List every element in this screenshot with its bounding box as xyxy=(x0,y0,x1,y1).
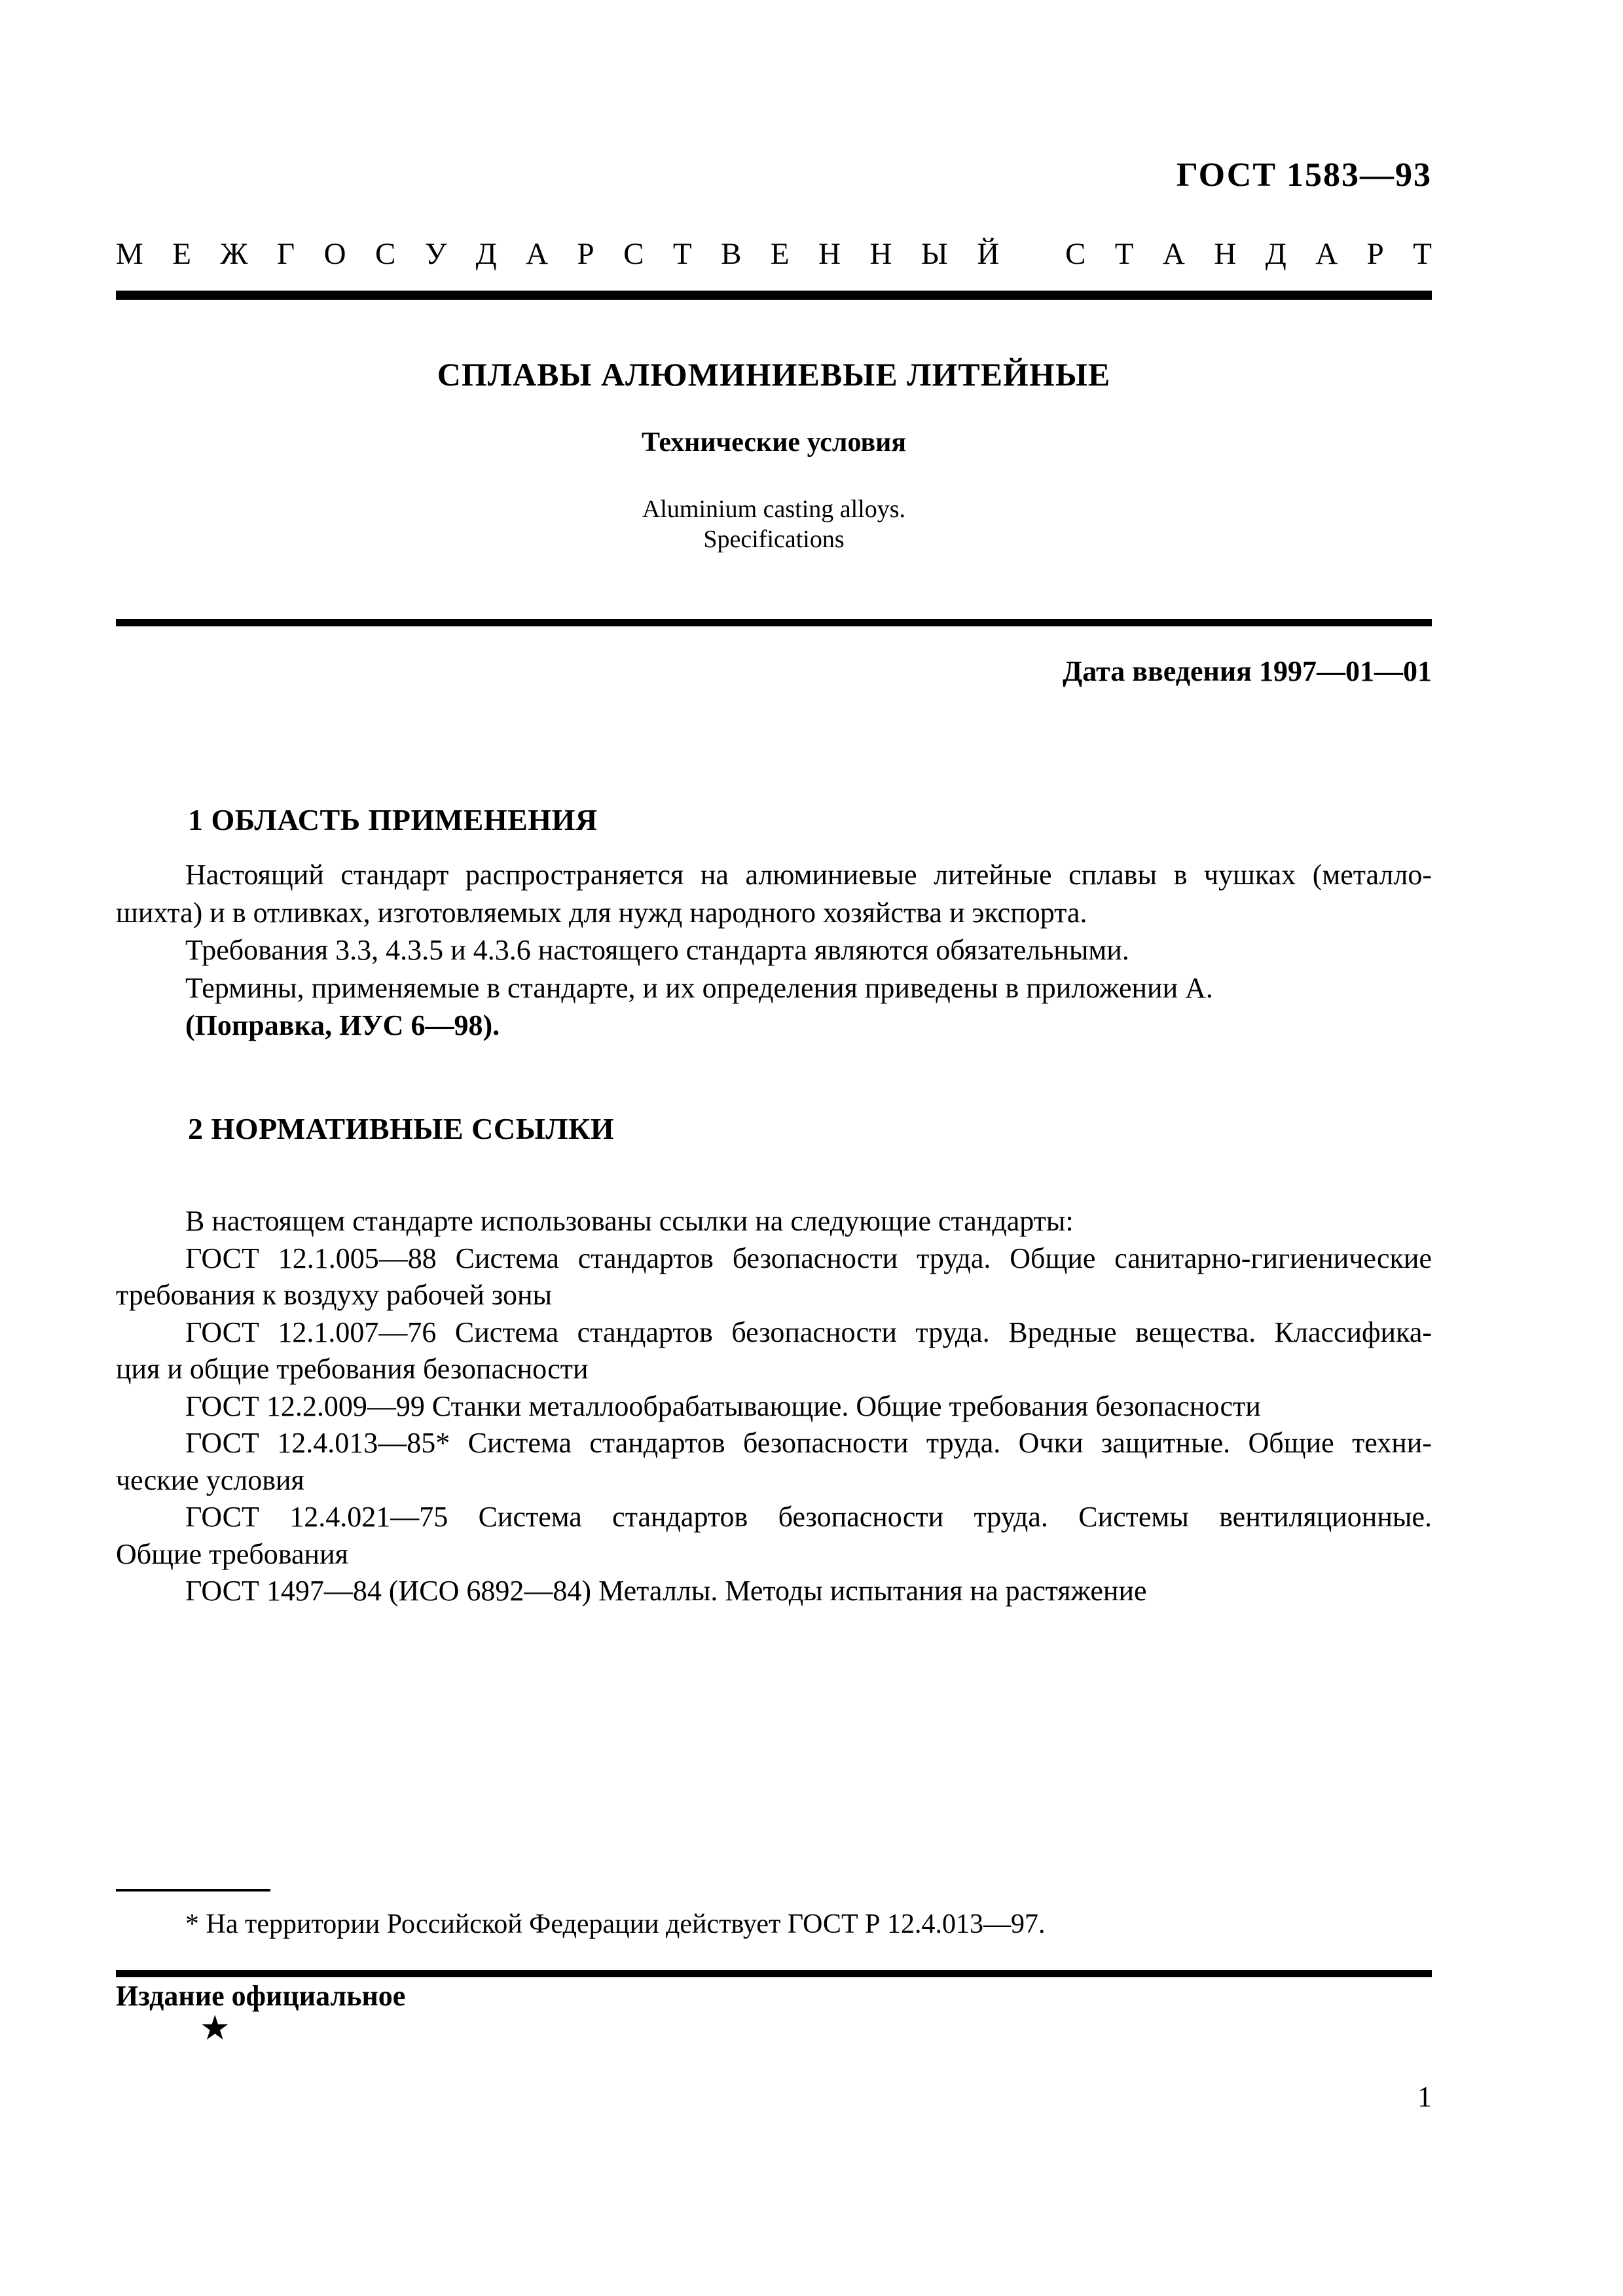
reference-line: ГОСТ 12.1.007—76 Система стандартов безопасности труда. Вредные вещества. Классифика- xyxy=(185,1316,1432,1348)
section1-body xyxy=(116,856,1432,1045)
doc-code: ГОСТ 1583—93 xyxy=(1176,156,1432,194)
section2-heading: 2 НОРМАТИВНЫЕ ССЫЛКИ xyxy=(188,1112,615,1145)
paragraph-line: шихта) и в отливках, изготовляемых для нужд народного хозяйства и экспорта. xyxy=(116,896,1087,929)
paragraph-line: В настоящем стандарте использованы ссылки на следующие стандарты: xyxy=(185,1205,1074,1237)
reference-line: требования к воздуху рабочей зоны xyxy=(116,1279,553,1311)
reference-line: ГОСТ 1497—84 (ИСО 6892—84) Металлы. Методы испытания на растяжение xyxy=(185,1575,1147,1607)
footnote xyxy=(116,1906,1432,1943)
footnote-text: * На территории Российской Федерации действует ГОСТ Р 12.4.013—97. xyxy=(185,1909,1046,1939)
subtitle-ru: Технические условия xyxy=(641,427,907,457)
effective-date: Дата введения 1997—01—01 xyxy=(1062,655,1432,687)
reference-line: ГОСТ 12.4.021—75 Система стандартов безопасности труда. Системы вентиляционные. xyxy=(185,1501,1432,1533)
page-number: 1 xyxy=(1417,2081,1432,2113)
footnote-rule xyxy=(116,1889,270,1892)
title-en-line1: Aluminium casting alloys. xyxy=(642,495,906,523)
section2-body xyxy=(116,1203,1432,1610)
official-edition-label: Издание официальное xyxy=(116,1980,406,2012)
amendment-note: (Поправка, ИУС 6—98). xyxy=(185,1009,500,1041)
reference-line: ГОСТ 12.2.009—99 Станки металлообрабатывающие. Общие требования безопасности xyxy=(185,1390,1261,1422)
section1-heading: 1 ОБЛАСТЬ ПРИМЕНЕНИЯ xyxy=(188,803,598,836)
reference-line: ция и общие требования безопасности xyxy=(116,1353,589,1385)
title-ru: СПЛАВЫ АЛЮМИНИЕВЫЕ ЛИТЕЙНЫЕ xyxy=(437,356,1111,393)
header-rule xyxy=(116,619,1432,626)
reference-line: ГОСТ 12.1.005—88 Система стандартов безопасности труда. Общие санитарно-гигиенические xyxy=(185,1242,1432,1274)
paragraph-line: Термины, применяемые в стандарте, и их определения приведены в приложении А. xyxy=(185,971,1213,1004)
reference-line: Общие требования xyxy=(116,1537,348,1570)
footer-rule xyxy=(116,1970,1432,1977)
paragraph-line: Настоящий стандарт распространяется на алюминиевые литейные сплавы в чушках (металло- xyxy=(185,859,1432,891)
standard-banner: М Е Ж Г О С У Д А Р С Т В Е Н Н Ы Й С Т А Н Д А Р Т xyxy=(116,237,1432,271)
banner-rule xyxy=(116,291,1432,300)
star-icon: ★ xyxy=(200,2010,230,2047)
title-en-line2: Specifications xyxy=(703,526,845,553)
reference-line: ГОСТ 12.4.013—85* Система стандартов безопасности труда. Очки защитные. Общие техни- xyxy=(185,1427,1432,1459)
reference-line: ческие условия xyxy=(116,1463,304,1496)
paragraph-line: Требования 3.3, 4.3.5 и 4.3.6 настоящего стандарта являются обязательными. xyxy=(185,934,1129,966)
